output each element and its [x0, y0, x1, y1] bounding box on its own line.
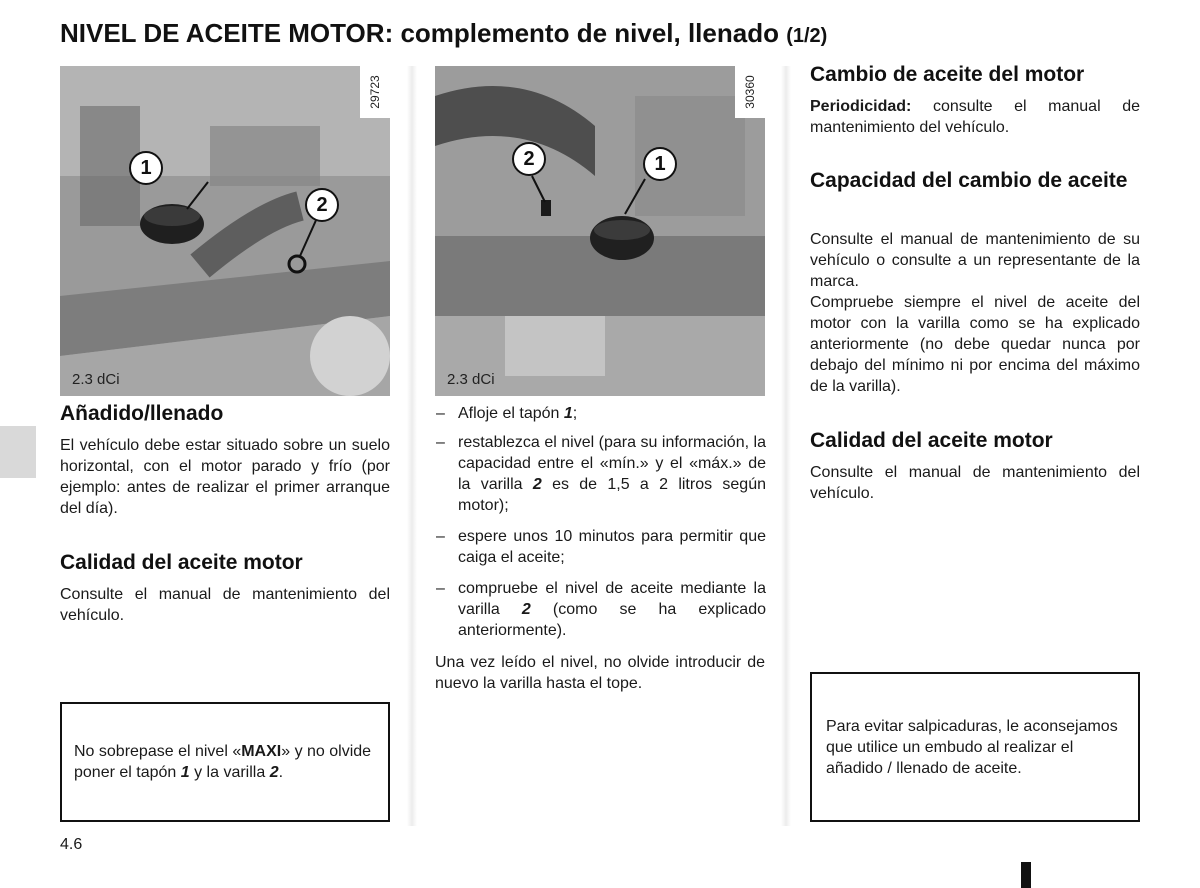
- figure-reference-number: 29723: [368, 75, 382, 109]
- engine-label: 2.3 dCi: [72, 371, 120, 388]
- capacity-text: Consulte el manual de mantenimiento de su vehículo o consulte a un representante de la marca.: [810, 231, 1140, 290]
- heading-oil-change: Cambio de aceite del motor: [810, 63, 1085, 86]
- callout-oil-cap: 1: [129, 151, 163, 185]
- figure-reference-number: 30360: [743, 75, 757, 109]
- heading-oil-quality: Calidad del aceite motor: [60, 551, 303, 574]
- callout-dipstick: 2: [512, 142, 546, 176]
- engine-bay-illustration: [60, 66, 390, 396]
- oil-quality-text: Consulte el manual de mantenimiento del vehículo.: [810, 464, 1140, 502]
- figure-reference: [735, 66, 765, 118]
- filling-text: El vehículo debe estar situado sobre un suelo horizontal, con el motor parado y frío (por ejemplo: antes de realizar el primer arranque del día).: [60, 437, 390, 517]
- title-sub: : complemento de nivel, llenado: [384, 18, 779, 48]
- oil-quality-text: Consulte el manual de mantenimiento del vehículo.: [60, 586, 390, 624]
- callout-oil-cap: 1: [643, 147, 677, 181]
- engine-bay-illustration: [435, 66, 765, 396]
- warning-text: No sobrepase el nivel «MAXI» y no olvide poner el tapón 1 y la varilla 2.: [74, 743, 372, 781]
- list-item: – restablezca el nivel (para su información, la capacidad entre el «mín.» y el «máx.» de la varilla 2 es de 1,5 a 2 litros según motor);: [436, 434, 766, 514]
- tip-text: Para evitar salpicaduras, le aconsejamos que utilice un embudo al realizar el añadido / llenado de aceite.: [826, 717, 1118, 777]
- list-item: – Afloje el tapón 1;: [436, 405, 578, 422]
- engine-photo-1: [60, 66, 390, 396]
- heading-oil-quality: Calidad del aceite motor: [810, 429, 1053, 452]
- title-main: NIVEL DE ACEITE MOTOR: [60, 18, 385, 48]
- engine-label: 2.3 dCi: [447, 371, 495, 388]
- heading-oil-capacity: Capacidad del cambio de aceite: [810, 169, 1128, 192]
- page-title: [60, 18, 827, 49]
- oil-change-text: Periodicidad: consulte el manual de mantenimiento del vehículo.: [810, 98, 1140, 136]
- page-edge-marker: [1021, 862, 1031, 888]
- callout-dipstick: 2: [305, 188, 339, 222]
- warning-box: [60, 702, 390, 822]
- page-number: 4.6: [60, 836, 83, 853]
- figure-reference: [360, 66, 390, 118]
- column-divider: [781, 66, 791, 826]
- section-tab: [0, 426, 36, 478]
- tip-box: [810, 672, 1140, 822]
- list-item: – compruebe el nivel de aceite mediante la varilla 2 (como se ha explicado anteriormente).: [436, 580, 767, 639]
- heading-filling: Añadido/llenado: [60, 402, 224, 425]
- level-check-text: Compruebe siempre el nivel de aceite del motor con la varilla como se ha explicado anteriormente (no debe quedar nunca por debajo del mínimo ni por encima del máximo de la varilla).: [810, 294, 1140, 395]
- engine-photo-2: [435, 66, 765, 396]
- list-item: – espere unos 10 minutos para permitir que caiga el aceite;: [436, 528, 766, 566]
- column-divider: [407, 66, 417, 826]
- closing-text: Una vez leído el nivel, no olvide introducir de nuevo la varilla hasta el tope.: [435, 654, 765, 692]
- title-part: (1/2): [786, 25, 828, 47]
